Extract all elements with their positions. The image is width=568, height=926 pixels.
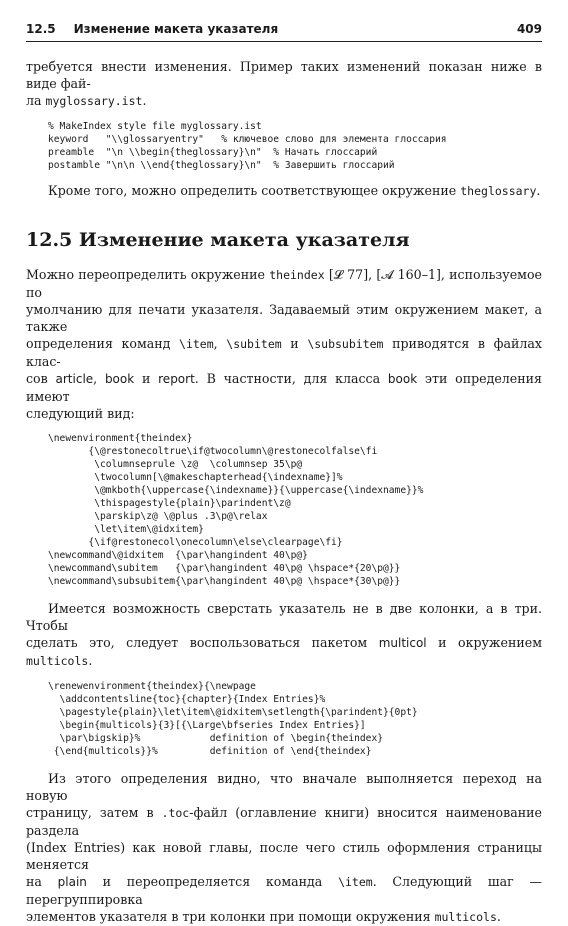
paragraph-text: сделать это, следует воспользоваться пакетом — [26, 635, 379, 650]
paragraph-text: . — [88, 653, 93, 668]
paragraph-text: Кроме того, можно определить соответствующее окружение — [48, 183, 461, 198]
class-name: book — [104, 372, 135, 386]
paragraph-text: -файл (оглавление книги) вносится наименование раздела — [26, 805, 542, 838]
code-block-theindex: \newenvironment{theindex} {\@restonecoltrue\if@twocolumn\@restonecolfalse\fi \columnseprule \z@ \columnsep 35\p@ \twocolumn[\@makeschapterhead{\indexname}]% \@mkboth{\uppercase{\indexname}}{\uppercase{\indexname}}% \thispagestyle{plain}\parindent\z@ \parskip\z@ \@plus .3\p@\relax \let\item\@idxitem} {\if@restonecol\onecolumn\else\clearpage\fi} \newcommand\@idxitem {\par\hangindent 40\p@} \newcommand\subitem {\par\hangindent 40\p@ \hspace*{20\p@}} \newcommand\subsubitem{\par\hangindent 40\p@ \hspace*{30\p@}} — [48, 433, 424, 587]
paragraph-text: определения команд — [26, 336, 180, 351]
header-section-title: Изменение макета указателя — [73, 22, 279, 36]
paragraph-text: . В частности, для класса — [194, 371, 388, 386]
command-mono: \item — [179, 337, 214, 351]
paragraph-text: , — [213, 336, 227, 351]
paragraph-text: требуется внести изменения. Пример таких изменений показан ниже в виде фай- — [26, 59, 542, 91]
book-page — [26, 0, 542, 926]
command-mono: \subitem — [226, 337, 282, 351]
paragraph-text: и окружением — [426, 635, 542, 650]
command-mono: \item — [338, 875, 373, 889]
class-name: report — [158, 372, 195, 386]
section-heading: 12.5 Изменение макета указателя — [26, 229, 410, 251]
filename-mono: myglossary.ist — [45, 94, 143, 108]
running-header — [26, 0, 542, 42]
paragraph-text: Можно переопределить окружение — [26, 267, 270, 282]
paragraph-text: и — [134, 371, 159, 386]
paragraph-theindex — [26, 266, 542, 422]
page-number: 409 — [516, 22, 542, 36]
paragraph-explanation — [26, 770, 542, 926]
paragraph-text: . Следующий шаг — перегруппировка — [26, 874, 543, 907]
env-name-mono: theindex — [269, 268, 325, 282]
paragraph-text: ла — [26, 93, 46, 108]
paragraph-text: [𝓛 77], [𝓐 160–1], используемое по — [26, 267, 542, 300]
class-name: article — [55, 372, 94, 386]
paragraph-text: (Index Entries) как новой главы, после чего стиль оформления страницы меняется — [26, 840, 542, 872]
paragraph-intro — [26, 58, 542, 110]
package-name: multicol — [378, 636, 427, 650]
paragraph-text: элементов указателя в три колонки при помощи окружения — [26, 909, 435, 924]
code-block-glossary-style: % MakeIndex style file myglossary.ist keyword "\\glossaryentry" % ключевое слово для элемента глоссария preamble "\n \\begin{theglossary}\n" % Начать глоссарий postamble "\n\n \\end{theglossary}\n" % Завершить глоссарий — [48, 121, 447, 171]
class-name: book — [387, 372, 418, 386]
paragraph-multicol — [26, 600, 542, 670]
header-section-number: 12.5 — [26, 22, 56, 36]
paragraph-text: эти определения имеют — [26, 371, 542, 404]
paragraph-text: и — [281, 336, 308, 351]
paragraph-text: приводятся в файлах клас- — [26, 336, 542, 369]
paragraph-theglossary — [26, 182, 542, 200]
paragraph-text: следующий вид: — [26, 406, 135, 421]
paragraph-text: на — [26, 874, 58, 889]
env-name-mono: multicols — [26, 654, 89, 668]
paragraph-text: умолчанию для печати указателя. Задаваемый этим окружением макет, а также — [26, 302, 542, 334]
env-name-mono: theglossary — [460, 184, 537, 198]
header-left — [26, 22, 278, 36]
paragraph-text: Имеется возможность сверстать указатель не в две колонки, а в три. Чтобы — [26, 601, 542, 633]
paragraph-text: страницу, затем в — [26, 805, 162, 820]
paragraph-text: , — [93, 371, 105, 386]
command-mono: \subsubitem — [307, 337, 384, 351]
pagestyle-name: plain — [57, 875, 87, 889]
paragraph-text: Из этого определения видно, что вначале выполняется переход на новую — [26, 771, 542, 803]
paragraph-text: . — [142, 93, 147, 108]
paragraph-text: и переопределяется команда — [86, 874, 339, 889]
paragraph-text: . — [496, 909, 501, 924]
file-ext-mono: .toc — [161, 806, 190, 820]
paragraph-text: сов — [26, 371, 56, 386]
env-name-mono: multicols — [434, 910, 497, 924]
code-block-renewenvironment: \renewenvironment{theindex}{\newpage \addcontentsline{toc}{chapter}{Index Entries}% \pagestyle{plain}\let\item\@idxitem\setlength{\parindent}{0pt} \begin{multicols}{3}[{\Large\bfseries Index Entries}] \par\bigskip}% definition of \begin{theindex} {\end{multicols}}% definition of \end{theindex} — [48, 681, 418, 757]
paragraph-text: . — [536, 183, 541, 198]
